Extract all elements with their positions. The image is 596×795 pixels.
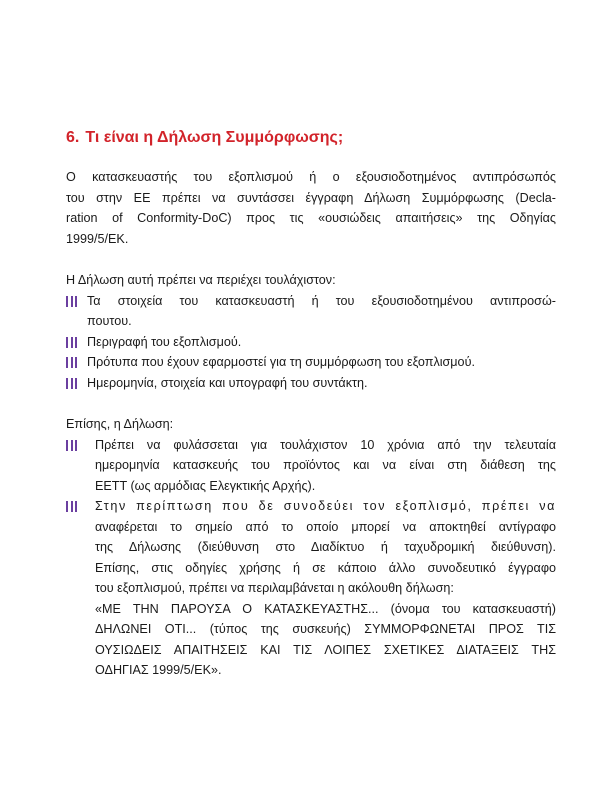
- vertical-bars-bullet-icon: [66, 357, 77, 368]
- list-item-line: ΕΕΤΤ (ως αρμόδιας Ελεγκτικής Αρχής).: [95, 478, 316, 493]
- list-item-line: ΔΗΛΩΝΕΙ ΟΤΙ... (τύπος της συσκευής) ΣΥΜΜΟΡΦΩΝΕΤΑΙ ΠΡΟΣ ΤΙΣ: [95, 622, 556, 636]
- section-heading: [66, 128, 556, 148]
- list-item-line: ΟΔΗΓΙΑΣ 1999/5/ΕΚ».: [95, 663, 222, 677]
- also-list: [66, 435, 556, 681]
- contents-list: [66, 291, 556, 394]
- also-lead: [66, 414, 556, 435]
- document-page: [66, 128, 556, 681]
- list-item-line: της Δήλωσης (διεύθυνση στο Διαδίκτυο ή ταχυδρομική διεύθυνση).: [95, 540, 556, 554]
- contents-lead: [66, 270, 556, 291]
- vertical-bars-bullet-icon: [66, 296, 77, 307]
- list-item: [66, 496, 556, 681]
- list-item-line: Περιγραφή του εξοπλισμού.: [87, 334, 242, 349]
- list-item: [66, 352, 556, 373]
- list-item-line: ημερομηνία κατασκευής του προϊόντος και να είναι στη διάθεση της: [95, 458, 556, 472]
- list-item-line: αναφέρεται το σημείο από το οποίο μπορεί να αποκτηθεί αντίγραφο: [95, 519, 556, 534]
- intro-line: Ο κατασκευαστής του εξοπλισμού ή ο εξουσιοδοτημένος αντιπρόσωπός: [66, 170, 556, 184]
- list-item: [66, 373, 556, 394]
- vertical-bars-bullet-icon: [66, 501, 77, 512]
- list-item-line: του εξοπλισμού, πρέπει να περιλαμβάνεται η ακόλουθη δήλωση:: [95, 581, 454, 595]
- intro-paragraph: [66, 167, 556, 249]
- list-item-line: Επίσης, στις οδηγίες χρήσης ή σε κάποιο άλλο συνοδευτικό έγγραφο: [95, 560, 556, 575]
- section-title: Τι είναι η Δήλωση Συμμόρφωσης;: [85, 129, 344, 146]
- section-number: 6.: [66, 129, 80, 146]
- list-item-line: ΟΥΣΙΩΔΕΙΣ ΑΠΑΙΤΗΣΕΙΣ ΚΑΙ ΤΙΣ ΛΟΙΠΕΣ ΣΧΕΤΙΚΕΣ ΔΙΑΤΑΞΕΙΣ ΤΗΣ: [95, 642, 556, 657]
- intro-line: του στην ΕΕ πρέπει να συντάσσει έγγραφη Δήλωση Συμμόρφωσης (Decla-: [66, 190, 556, 205]
- contents-lead-text: Η Δήλωση αυτή πρέπει να περιέχει τουλάχιστον:: [66, 273, 336, 287]
- vertical-bars-bullet-icon: [66, 378, 77, 389]
- list-item: [66, 435, 556, 497]
- list-item-line: «ΜΕ ΤΗΝ ΠΑΡΟΥΣΑ Ο ΚΑΤΑΣΚΕΥΑΣΤΗΣ... (όνομα του κατασκευαστή): [95, 601, 556, 616]
- vertical-bars-bullet-icon: [66, 440, 77, 451]
- vertical-bars-bullet-icon: [66, 337, 77, 348]
- list-item-line: Πρότυπα που έχουν εφαρμοστεί για τη συμμόρφωση του εξοπλισμού.: [87, 355, 475, 369]
- list-item: [66, 332, 556, 353]
- also-lead-text: Επίσης, η Δήλωση:: [66, 417, 174, 431]
- list-item-line: πουτου.: [87, 314, 132, 328]
- list-item-line: Στην περίπτωση που δε συνοδεύει τον εξοπλισμό, πρέπει να: [95, 499, 556, 513]
- intro-line: ration of Conformity-DoC) προς τις «ουσιώδεις απαιτήσεις» της Οδηγίας: [66, 211, 556, 225]
- list-item-line: Ημερομηνία, στοιχεία και υπογραφή του συντάκτη.: [87, 375, 368, 390]
- intro-line: 1999/5/ΕΚ.: [66, 231, 129, 246]
- list-item-line: Τα στοιχεία του κατασκευαστή ή του εξουσιοδοτημένου αντιπροσώ-: [87, 293, 556, 308]
- list-item-line: Πρέπει να φυλάσσεται για τουλάχιστον 10 χρόνια από την τελευταία: [95, 437, 556, 452]
- list-item: [66, 291, 556, 332]
